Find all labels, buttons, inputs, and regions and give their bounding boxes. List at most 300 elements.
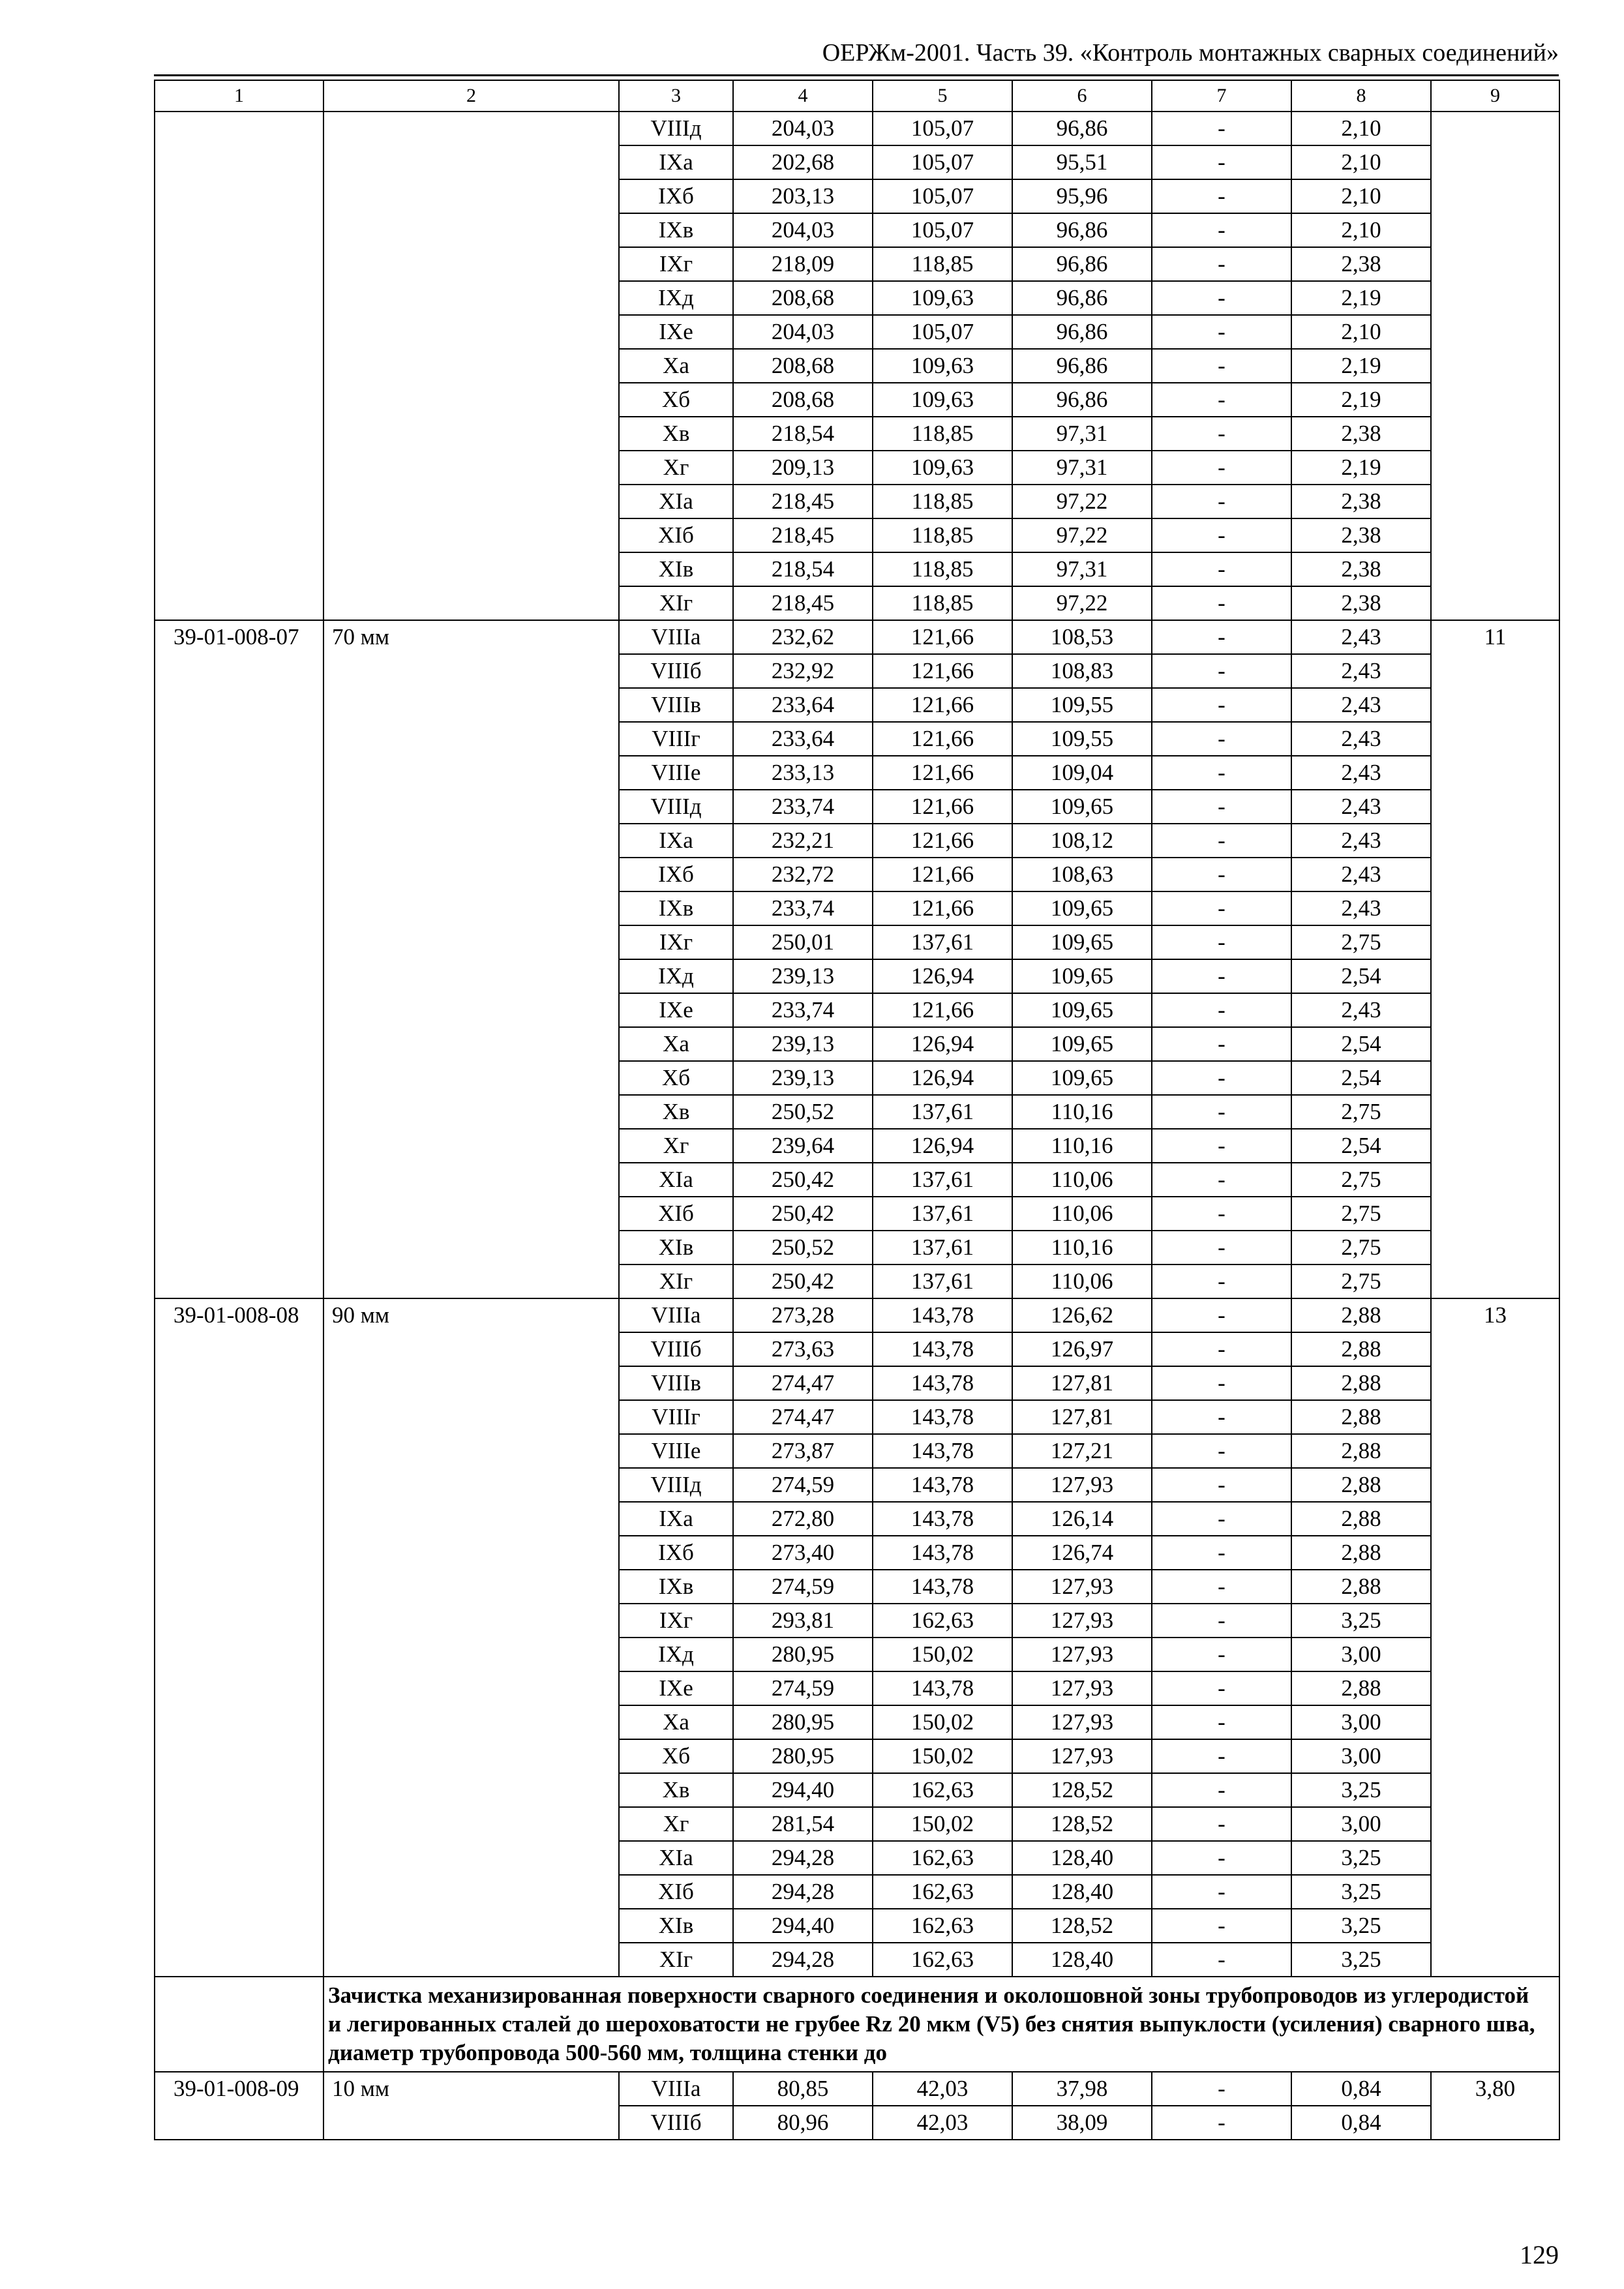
wall-thickness-cell xyxy=(323,1129,619,1163)
materials-cost-cell: 2,54 xyxy=(1291,959,1431,993)
table-row xyxy=(155,518,1559,552)
table-row xyxy=(155,2072,1559,2106)
wall-thickness-cell xyxy=(323,1536,619,1570)
table-row xyxy=(155,1197,1559,1231)
direct-cost-cell: 280,95 xyxy=(733,1739,873,1773)
table-row xyxy=(155,1468,1559,1502)
labor-cost-cell: 150,02 xyxy=(873,1705,1012,1739)
category-cell: VIIIа xyxy=(619,620,733,654)
table-row xyxy=(155,1061,1559,1095)
materials-cost-cell: 2,54 xyxy=(1291,1061,1431,1095)
norm-code-cell xyxy=(155,518,323,552)
wall-thickness-cell xyxy=(323,891,619,925)
labor-cost-cell: 126,94 xyxy=(873,1061,1012,1095)
wall-thickness-cell: 70 мм xyxy=(323,620,619,654)
driver-wage-cell: - xyxy=(1152,1909,1291,1943)
labor-cost-cell: 162,63 xyxy=(873,1943,1012,1977)
category-cell: XIг xyxy=(619,586,733,620)
table-row xyxy=(155,1909,1559,1943)
category-cell: VIIIа xyxy=(619,2072,733,2106)
labor-hours-cell xyxy=(1431,858,1559,891)
table-row xyxy=(155,925,1559,959)
labor-hours-cell xyxy=(1431,1671,1559,1705)
table-row xyxy=(155,1231,1559,1264)
labor-cost-cell: 137,61 xyxy=(873,1095,1012,1129)
labor-hours-cell xyxy=(1431,654,1559,688)
machine-cost-cell: 97,31 xyxy=(1012,417,1152,451)
wall-thickness-cell xyxy=(323,349,619,383)
category-cell: VIIIв xyxy=(619,688,733,722)
wall-thickness-cell xyxy=(323,1332,619,1366)
norm-code-cell xyxy=(155,891,323,925)
direct-cost-cell: 208,68 xyxy=(733,383,873,417)
wall-thickness-cell xyxy=(323,1163,619,1197)
norm-code-cell xyxy=(155,1875,323,1909)
materials-cost-cell: 2,10 xyxy=(1291,179,1431,213)
direct-cost-cell: 203,13 xyxy=(733,179,873,213)
machine-cost-cell: 127,93 xyxy=(1012,1638,1152,1671)
materials-cost-cell: 2,19 xyxy=(1291,349,1431,383)
labor-cost-cell: 143,78 xyxy=(873,1570,1012,1604)
table-row xyxy=(155,756,1559,790)
driver-wage-cell: - xyxy=(1152,1095,1291,1129)
labor-cost-cell: 121,66 xyxy=(873,654,1012,688)
table-body xyxy=(155,112,1559,2140)
labor-cost-cell: 109,63 xyxy=(873,451,1012,485)
table-row xyxy=(155,1095,1559,1129)
category-cell: XIб xyxy=(619,518,733,552)
table-row xyxy=(155,247,1559,281)
labor-cost-cell: 121,66 xyxy=(873,824,1012,858)
norm-code-cell: 39-01-008-08 xyxy=(155,1298,323,1332)
labor-cost-cell: 121,66 xyxy=(873,790,1012,824)
norm-code-cell xyxy=(155,722,323,756)
norm-code-cell xyxy=(155,145,323,179)
wall-thickness-cell xyxy=(323,417,619,451)
materials-cost-cell: 2,88 xyxy=(1291,1570,1431,1604)
labor-hours-cell: 11 xyxy=(1431,620,1559,654)
norm-code-cell xyxy=(155,451,323,485)
direct-cost-cell: 273,28 xyxy=(733,1298,873,1332)
driver-wage-cell: - xyxy=(1152,1027,1291,1061)
machine-cost-cell: 97,31 xyxy=(1012,552,1152,586)
table-row xyxy=(155,1332,1559,1366)
page-header: ОЕРЖм-2001. Часть 39. «Контроль монтажных сварных соединений» xyxy=(822,39,1559,67)
labor-hours-cell xyxy=(1431,1739,1559,1773)
direct-cost-cell: 204,03 xyxy=(733,112,873,145)
table-row xyxy=(155,993,1559,1027)
table-row xyxy=(155,1027,1559,1061)
direct-cost-cell: 250,42 xyxy=(733,1264,873,1298)
labor-cost-cell: 118,85 xyxy=(873,247,1012,281)
table-row xyxy=(155,1434,1559,1468)
direct-cost-cell: 233,13 xyxy=(733,756,873,790)
driver-wage-cell: - xyxy=(1152,1061,1291,1095)
norm-code-cell xyxy=(155,1264,323,1298)
labor-hours-cell xyxy=(1431,1705,1559,1739)
materials-cost-cell: 2,19 xyxy=(1291,451,1431,485)
direct-cost-cell: 274,59 xyxy=(733,1671,873,1705)
direct-cost-cell: 250,52 xyxy=(733,1231,873,1264)
machine-cost-cell: 127,21 xyxy=(1012,1434,1152,1468)
labor-hours-cell xyxy=(1431,145,1559,179)
driver-wage-cell: - xyxy=(1152,247,1291,281)
category-cell: IXе xyxy=(619,315,733,349)
direct-cost-cell: 281,54 xyxy=(733,1807,873,1841)
norm-code-cell xyxy=(155,179,323,213)
direct-cost-cell: 239,64 xyxy=(733,1129,873,1163)
materials-cost-cell: 3,25 xyxy=(1291,1604,1431,1638)
labor-cost-cell: 118,85 xyxy=(873,417,1012,451)
materials-cost-cell: 2,88 xyxy=(1291,1366,1431,1400)
machine-cost-cell: 108,53 xyxy=(1012,620,1152,654)
materials-cost-cell: 3,00 xyxy=(1291,1739,1431,1773)
labor-hours-cell xyxy=(1431,722,1559,756)
category-cell: Xв xyxy=(619,1773,733,1807)
section-title: Зачистка механизированная поверхности сварного соединения и околошовной зоны трубопроводов из углеродистой и легированных сталей до шероховатости не грубее Rz 20 мкм (V5) без снятия выпуклости (усиления) сварного шва, диаметр трубопровода 500-560 мм, толщина стенки до xyxy=(323,1977,1559,2072)
wall-thickness-cell xyxy=(323,1095,619,1129)
labor-cost-cell: 143,78 xyxy=(873,1366,1012,1400)
direct-cost-cell: 274,47 xyxy=(733,1400,873,1434)
materials-cost-cell: 2,75 xyxy=(1291,1095,1431,1129)
machine-cost-cell: 96,86 xyxy=(1012,281,1152,315)
category-cell: IXа xyxy=(619,1502,733,1536)
machine-cost-cell: 110,06 xyxy=(1012,1264,1152,1298)
materials-cost-cell: 2,88 xyxy=(1291,1671,1431,1705)
wall-thickness-cell xyxy=(323,1434,619,1468)
machine-cost-cell: 126,14 xyxy=(1012,1502,1152,1536)
direct-cost-cell: 204,03 xyxy=(733,213,873,247)
materials-cost-cell: 0,84 xyxy=(1291,2072,1431,2106)
table-row xyxy=(155,281,1559,315)
materials-cost-cell: 2,43 xyxy=(1291,993,1431,1027)
wall-thickness-cell xyxy=(323,383,619,417)
direct-cost-cell: 250,42 xyxy=(733,1197,873,1231)
table-row xyxy=(155,1705,1559,1739)
labor-cost-cell: 162,63 xyxy=(873,1773,1012,1807)
wall-thickness-cell xyxy=(323,552,619,586)
labor-hours-cell xyxy=(1431,179,1559,213)
category-cell: XIв xyxy=(619,1909,733,1943)
labor-hours-cell xyxy=(1431,1197,1559,1231)
norm-code-cell xyxy=(155,383,323,417)
norm-code-cell xyxy=(155,1739,323,1773)
driver-wage-cell: - xyxy=(1152,349,1291,383)
machine-cost-cell: 96,86 xyxy=(1012,247,1152,281)
driver-wage-cell: - xyxy=(1152,552,1291,586)
wall-thickness-cell xyxy=(323,1468,619,1502)
wall-thickness-cell xyxy=(323,1807,619,1841)
machine-cost-cell: 127,93 xyxy=(1012,1468,1152,1502)
labor-hours-cell xyxy=(1431,349,1559,383)
wall-thickness-cell xyxy=(323,925,619,959)
table-row xyxy=(155,552,1559,586)
materials-cost-cell: 2,38 xyxy=(1291,485,1431,518)
table-row xyxy=(155,1163,1559,1197)
direct-cost-cell: 218,54 xyxy=(733,552,873,586)
direct-cost-cell: 294,40 xyxy=(733,1909,873,1943)
category-cell: VIIIг xyxy=(619,1400,733,1434)
labor-cost-cell: 105,07 xyxy=(873,213,1012,247)
labor-cost-cell: 109,63 xyxy=(873,349,1012,383)
machine-cost-cell: 109,65 xyxy=(1012,925,1152,959)
driver-wage-cell: - xyxy=(1152,2072,1291,2106)
category-cell: XIб xyxy=(619,1875,733,1909)
table-row xyxy=(155,1875,1559,1909)
wall-thickness-cell xyxy=(323,315,619,349)
labor-hours-cell xyxy=(1431,1366,1559,1400)
category-cell: Xб xyxy=(619,1061,733,1095)
labor-hours-cell xyxy=(1431,1434,1559,1468)
category-cell: Xа xyxy=(619,349,733,383)
direct-cost-cell: 294,40 xyxy=(733,1773,873,1807)
labor-hours-cell xyxy=(1431,1773,1559,1807)
norm-code-cell xyxy=(155,2106,323,2140)
table-row xyxy=(155,112,1559,145)
norm-code-cell xyxy=(155,1332,323,1366)
machine-cost-cell: 95,96 xyxy=(1012,179,1152,213)
category-cell: VIIIг xyxy=(619,722,733,756)
table-row xyxy=(155,1739,1559,1773)
table-row xyxy=(155,383,1559,417)
materials-cost-cell: 2,10 xyxy=(1291,145,1431,179)
materials-cost-cell: 2,43 xyxy=(1291,858,1431,891)
table-row xyxy=(155,179,1559,213)
materials-cost-cell: 2,75 xyxy=(1291,1264,1431,1298)
machine-cost-cell: 38,09 xyxy=(1012,2106,1152,2140)
driver-wage-cell: - xyxy=(1152,688,1291,722)
direct-cost-cell: 209,13 xyxy=(733,451,873,485)
machine-cost-cell: 109,65 xyxy=(1012,959,1152,993)
labor-hours-cell xyxy=(1431,552,1559,586)
labor-cost-cell: 137,61 xyxy=(873,1231,1012,1264)
labor-cost-cell: 143,78 xyxy=(873,1468,1012,1502)
category-cell: XIа xyxy=(619,1163,733,1197)
table-row xyxy=(155,451,1559,485)
machine-cost-cell: 109,65 xyxy=(1012,891,1152,925)
labor-hours-cell xyxy=(1431,1231,1559,1264)
wall-thickness-cell xyxy=(323,722,619,756)
machine-cost-cell: 110,06 xyxy=(1012,1197,1152,1231)
machine-cost-cell: 127,81 xyxy=(1012,1366,1152,1400)
category-cell: VIIIб xyxy=(619,654,733,688)
labor-hours-cell xyxy=(1431,485,1559,518)
category-cell: XIб xyxy=(619,1197,733,1231)
direct-cost-cell: 202,68 xyxy=(733,145,873,179)
driver-wage-cell: - xyxy=(1152,993,1291,1027)
wall-thickness-cell xyxy=(323,1841,619,1875)
wall-thickness-cell xyxy=(323,688,619,722)
wall-thickness-cell xyxy=(323,1264,619,1298)
norm-code-cell xyxy=(155,654,323,688)
materials-cost-cell: 3,00 xyxy=(1291,1705,1431,1739)
labor-cost-cell: 121,66 xyxy=(873,722,1012,756)
labor-cost-cell: 126,94 xyxy=(873,1129,1012,1163)
category-cell: IXб xyxy=(619,179,733,213)
labor-cost-cell: 137,61 xyxy=(873,925,1012,959)
wall-thickness-cell xyxy=(323,790,619,824)
category-cell: XIа xyxy=(619,485,733,518)
labor-cost-cell: 162,63 xyxy=(873,1604,1012,1638)
direct-cost-cell: 80,96 xyxy=(733,2106,873,2140)
table-row xyxy=(155,1129,1559,1163)
materials-cost-cell: 2,10 xyxy=(1291,315,1431,349)
category-cell: IXг xyxy=(619,247,733,281)
direct-cost-cell: 80,85 xyxy=(733,2072,873,2106)
category-cell: VIIIе xyxy=(619,756,733,790)
materials-cost-cell: 3,25 xyxy=(1291,1909,1431,1943)
norm-code-cell xyxy=(155,824,323,858)
column-number-row xyxy=(155,80,1559,112)
machine-cost-cell: 127,93 xyxy=(1012,1705,1152,1739)
wall-thickness-cell xyxy=(323,1231,619,1264)
norm-code-cell xyxy=(155,1943,323,1977)
category-cell: VIIIа xyxy=(619,1298,733,1332)
labor-cost-cell: 162,63 xyxy=(873,1909,1012,1943)
labor-hours-cell xyxy=(1431,959,1559,993)
wall-thickness-cell xyxy=(323,858,619,891)
column-number: 7 xyxy=(1152,80,1291,112)
direct-cost-cell: 239,13 xyxy=(733,1027,873,1061)
machine-cost-cell: 127,93 xyxy=(1012,1739,1152,1773)
category-cell: IXв xyxy=(619,213,733,247)
machine-cost-cell: 96,86 xyxy=(1012,383,1152,417)
materials-cost-cell: 2,10 xyxy=(1291,112,1431,145)
norm-code-cell xyxy=(155,790,323,824)
norm-code-cell xyxy=(155,1604,323,1638)
category-cell: Xг xyxy=(619,451,733,485)
column-number: 3 xyxy=(619,80,733,112)
labor-cost-cell: 143,78 xyxy=(873,1400,1012,1434)
materials-cost-cell: 2,88 xyxy=(1291,1332,1431,1366)
section-title-spacer xyxy=(155,1977,323,2072)
table-row xyxy=(155,620,1559,654)
driver-wage-cell: - xyxy=(1152,179,1291,213)
table-row xyxy=(155,654,1559,688)
direct-cost-cell: 232,72 xyxy=(733,858,873,891)
labor-hours-cell xyxy=(1431,1264,1559,1298)
direct-cost-cell: 233,74 xyxy=(733,790,873,824)
norm-code-cell xyxy=(155,281,323,315)
category-cell: IXв xyxy=(619,891,733,925)
labor-cost-cell: 143,78 xyxy=(873,1536,1012,1570)
labor-cost-cell: 105,07 xyxy=(873,145,1012,179)
materials-cost-cell: 2,88 xyxy=(1291,1298,1431,1332)
labor-cost-cell: 162,63 xyxy=(873,1841,1012,1875)
driver-wage-cell: - xyxy=(1152,925,1291,959)
labor-cost-cell: 126,94 xyxy=(873,1027,1012,1061)
machine-cost-cell: 127,81 xyxy=(1012,1400,1152,1434)
machine-cost-cell: 128,52 xyxy=(1012,1773,1152,1807)
wall-thickness-cell xyxy=(323,451,619,485)
direct-cost-cell: 280,95 xyxy=(733,1705,873,1739)
column-number: 5 xyxy=(873,80,1012,112)
machine-cost-cell: 128,40 xyxy=(1012,1875,1152,1909)
category-cell: Xв xyxy=(619,417,733,451)
driver-wage-cell: - xyxy=(1152,1943,1291,1977)
driver-wage-cell: - xyxy=(1152,1197,1291,1231)
driver-wage-cell: - xyxy=(1152,1604,1291,1638)
norm-code-cell xyxy=(155,1773,323,1807)
category-cell: XIв xyxy=(619,552,733,586)
machine-cost-cell: 109,65 xyxy=(1012,1061,1152,1095)
wall-thickness-cell xyxy=(323,1366,619,1400)
direct-cost-cell: 273,87 xyxy=(733,1434,873,1468)
materials-cost-cell: 2,19 xyxy=(1291,383,1431,417)
wall-thickness-cell xyxy=(323,1570,619,1604)
materials-cost-cell: 2,19 xyxy=(1291,281,1431,315)
machine-cost-cell: 96,86 xyxy=(1012,112,1152,145)
driver-wage-cell: - xyxy=(1152,518,1291,552)
direct-cost-cell: 218,09 xyxy=(733,247,873,281)
labor-hours-cell xyxy=(1431,383,1559,417)
machine-cost-cell: 126,74 xyxy=(1012,1536,1152,1570)
table-row xyxy=(155,790,1559,824)
materials-cost-cell: 2,38 xyxy=(1291,417,1431,451)
labor-hours-cell xyxy=(1431,1570,1559,1604)
category-cell: VIIIб xyxy=(619,2106,733,2140)
category-cell: IXд xyxy=(619,1638,733,1671)
machine-cost-cell: 127,93 xyxy=(1012,1671,1152,1705)
wall-thickness-cell xyxy=(323,2106,619,2140)
direct-cost-cell: 250,52 xyxy=(733,1095,873,1129)
labor-hours-cell xyxy=(1431,1400,1559,1434)
labor-hours-cell xyxy=(1431,688,1559,722)
header-rule xyxy=(154,74,1559,76)
norm-code-cell xyxy=(155,1163,323,1197)
labor-cost-cell: 118,85 xyxy=(873,518,1012,552)
driver-wage-cell: - xyxy=(1152,1739,1291,1773)
column-number: 2 xyxy=(323,80,619,112)
category-cell: IXе xyxy=(619,993,733,1027)
category-cell: VIIIв xyxy=(619,1366,733,1400)
section-title-row xyxy=(155,1977,1559,2072)
norm-code-cell xyxy=(155,1129,323,1163)
driver-wage-cell: - xyxy=(1152,722,1291,756)
machine-cost-cell: 126,97 xyxy=(1012,1332,1152,1366)
machine-cost-cell: 109,65 xyxy=(1012,993,1152,1027)
labor-cost-cell: 121,66 xyxy=(873,858,1012,891)
table-row xyxy=(155,145,1559,179)
driver-wage-cell: - xyxy=(1152,1298,1291,1332)
norm-code-cell xyxy=(155,1468,323,1502)
wall-thickness-cell xyxy=(323,959,619,993)
labor-cost-cell: 126,94 xyxy=(873,959,1012,993)
machine-cost-cell: 95,51 xyxy=(1012,145,1152,179)
norm-code-cell xyxy=(155,247,323,281)
wall-thickness-cell xyxy=(323,1027,619,1061)
table-row xyxy=(155,2106,1559,2140)
norm-code-cell xyxy=(155,586,323,620)
machine-cost-cell: 110,06 xyxy=(1012,1163,1152,1197)
materials-cost-cell: 2,43 xyxy=(1291,756,1431,790)
labor-hours-cell xyxy=(1431,1909,1559,1943)
category-cell: Xб xyxy=(619,1739,733,1773)
materials-cost-cell: 2,43 xyxy=(1291,688,1431,722)
labor-cost-cell: 105,07 xyxy=(873,112,1012,145)
column-number: 6 xyxy=(1012,80,1152,112)
labor-hours-cell xyxy=(1431,417,1559,451)
materials-cost-cell: 2,43 xyxy=(1291,891,1431,925)
norm-code-cell xyxy=(155,112,323,145)
machine-cost-cell: 108,83 xyxy=(1012,654,1152,688)
table-row xyxy=(155,1502,1559,1536)
labor-hours-cell xyxy=(1431,891,1559,925)
wall-thickness-cell xyxy=(323,518,619,552)
direct-cost-cell: 239,13 xyxy=(733,1061,873,1095)
labor-cost-cell: 137,61 xyxy=(873,1163,1012,1197)
category-cell: IXг xyxy=(619,1604,733,1638)
